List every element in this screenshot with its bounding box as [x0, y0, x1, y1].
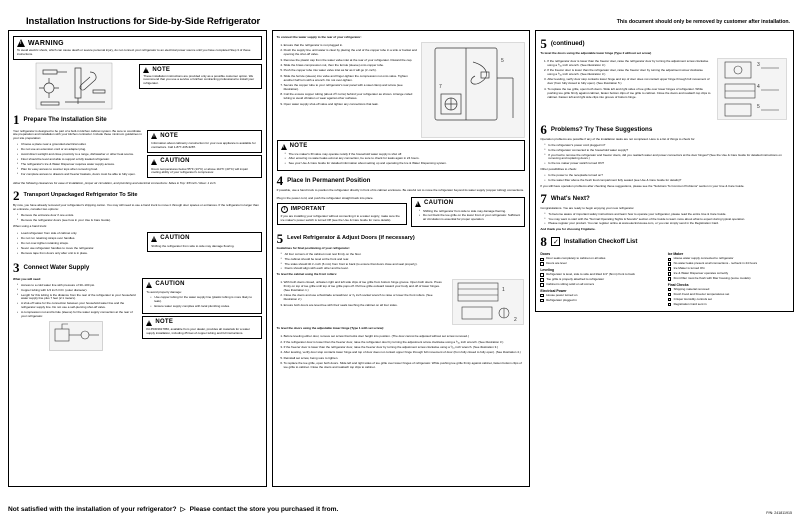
section-7-body	[540, 207, 789, 232]
list-item: 6. To replace the toe grille, open both doors. Slide left and right sides of toe grille over lower hinges of refrigerator. While pushing toe grille firmly against cabinet, fasten bottom clips of toe grille to cabinet. Close the doors and reattach top clips to cabinet.	[284, 362, 526, 370]
section-5-doors-title: To level the doors using the adjustable lower hinge (Type 1 with set screw):	[276, 326, 384, 331]
note-icon	[143, 67, 149, 73]
caution-water-body: To avoid property damage:	[146, 289, 182, 294]
section-5-header	[277, 232, 526, 245]
checkbox[interactable]	[540, 278, 543, 281]
section-7-thanks: And thank you for choosing Frigidaire.	[540, 227, 596, 232]
column-1	[8, 30, 267, 487]
svg-text:3: 3	[756, 61, 760, 68]
list-item[interactable]	[540, 299, 661, 303]
checkoff-label: Registration Card sent in	[673, 301, 707, 306]
section-6-title: Problems? Try These Suggestions	[550, 125, 653, 133]
checkoff-label: Ice Maker is turned ON.	[673, 266, 706, 271]
list-item[interactable]	[668, 277, 789, 281]
section-4-text-2: Plug in the power cord, and push the refrigerator straight back into place.	[276, 195, 374, 200]
checklist-icon: ✓	[551, 237, 560, 246]
note-tools-box	[139, 64, 261, 89]
note-tools-body: These installation instructions are provided only as a possible customer option. We recommend that you use a service or kitchen contracting professional to install your refrigerator.	[143, 73, 255, 85]
section-8-number: 8	[540, 234, 547, 250]
list-item: 3. Remove the plastic cap from the water valve inlet at the rear of your refrigerator. Discard the cap.	[284, 59, 417, 63]
tools-row	[13, 62, 262, 110]
list-item: 2. If the refrigerator door is lower than the freezer door, raise the refrigerator door by turning the adjustment screw clockwise using a ⁵⁄₁₆ inch wrench. (See illustration 3.)	[284, 341, 526, 345]
checkbox[interactable]	[668, 293, 671, 296]
list-item: • Shifting the refrigerator from side to side may damage flooring.	[419, 210, 521, 214]
section-7-number: 7	[540, 190, 547, 206]
page-title: Installation Instructions for Side-by-Side Refrigerator	[26, 16, 261, 27]
section-6-bullets	[540, 144, 789, 166]
water-valve-illustration	[13, 321, 138, 351]
list-item: • Plan for easy access to counter tops when removing food.	[17, 168, 143, 172]
important-box	[277, 203, 407, 226]
checkbox[interactable]	[668, 272, 671, 275]
list-item: • Ensure water supply complies with local plumbing codes.	[150, 305, 257, 309]
caution-temp-box	[147, 155, 261, 178]
checkoff-group-heading: Electrical Power	[540, 288, 567, 293]
list-item: 1. If the refrigerator door is lower than the freezer door, raise the refrigerator door by turning the adjustment screw clockwise using a ⁵⁄₁₆ inch wrench. (See illustration 3.)	[547, 60, 710, 68]
list-item: • Remove the refrigerator doors (see how in your Use & Care Guide).	[17, 219, 262, 223]
section-7-title: What's Next?	[550, 194, 590, 202]
list-item: 5. Push the copper tube into water valve inlet as far as it will go (¼ inch).	[284, 69, 417, 73]
checkoff-label: Cabinet is sitting solid on all corners	[546, 281, 595, 286]
checkoff-label: Front filter must be flush with filter housing (some models)	[673, 276, 751, 280]
note-icon	[281, 144, 287, 150]
section-6-number: 6	[540, 121, 547, 137]
checkoff-label: House water supply connected to refrigerator	[673, 256, 734, 261]
checkbox[interactable]	[668, 303, 671, 306]
checkoff-label: Shipping material removed	[673, 286, 710, 291]
hinge-illustration	[714, 58, 789, 120]
checkoff-label: Refrigerator plugged in	[546, 297, 577, 302]
checkoff-label: Crisper Humidity controls set	[673, 296, 712, 301]
list-item: 3. Ensure both doors are level-free with their seals touching the cabinet on all four sides.	[284, 304, 447, 308]
list-item: • The sides should tilt ¼ inch (6 mm) from front to back (to ensure that doors close and seal properly).	[281, 263, 526, 267]
section-1-header	[13, 113, 262, 126]
list-item[interactable]	[668, 293, 789, 297]
list-item: 2. Flush the supply line until water is clear by placing the end of the copper tube in a sink or bucket and opening the shut-off valve.	[284, 49, 417, 57]
checkoff-label: Toe grille is properly attached to refrigerator	[546, 276, 605, 281]
checkbox[interactable]	[540, 258, 543, 261]
section-5-steps-2	[277, 335, 526, 370]
list-item: 5. Reinstall set screw, being sure to tighten.	[284, 357, 526, 361]
section-6-bullets-2	[540, 174, 789, 183]
section-7-bullets	[540, 213, 789, 227]
svg-text:2: 2	[514, 317, 517, 324]
list-item: • The refrigerator's Ice & Water Dispenser requires water supply access.	[17, 163, 143, 167]
note-fill-box	[277, 140, 526, 171]
list-item: • Use copper tubing for the water supply line (plastic tubing is more likely to leak).	[150, 296, 257, 304]
section-6-other-title: Other possibilities to check:	[540, 167, 577, 172]
caution-water-box	[142, 278, 261, 314]
caution-water-title: CAUTION	[155, 280, 185, 287]
list-item: • Is the refrigerator's power cord plugged in?	[544, 144, 789, 148]
section-5-number: 5	[276, 230, 284, 246]
list-item[interactable]	[668, 298, 789, 302]
note-info-title: NOTE	[160, 132, 179, 139]
checkoff-label: Doors are level	[546, 261, 567, 266]
arrow-icon: ▷	[180, 506, 186, 513]
section-5-title: Level Refrigerator & Adjust Doors (if necessary)	[287, 235, 415, 242]
section-2-title: Transport Unpackaged Refrigerator To Site	[23, 192, 138, 199]
caution-icon	[151, 236, 157, 242]
checkoff-label: No water leaks present at all connections - recheck in 24 hours	[673, 261, 758, 266]
section-6-intro: Operation problems are possible if any of the installation tasks are not completed. Here is a list of things to check for:	[540, 136, 696, 141]
footer-answer: Please contact the store you purchased it from.	[189, 505, 339, 513]
checkbox[interactable]	[540, 294, 543, 297]
section-4-text-1: If possible, use a hand truck to position the refrigerator directly in front of its cabinet enclosure. Be careful not to move the refrigerator beyond its water supply (copper tubing) connections.	[276, 187, 524, 192]
list-item: • Do not over-tighten retaining straps.	[17, 242, 143, 246]
section-3-title: Connect Water Supply	[23, 263, 90, 271]
section-4-body	[277, 189, 526, 229]
section-5-level-title: To level the cabinet using the front rollers:	[276, 272, 338, 277]
list-item: • Floor should be level and able to support a fully loaded refrigerator.	[17, 158, 143, 162]
checkoff-list	[540, 250, 789, 307]
list-item: • After ensuring no water leaks exist at any connection, be sure to check for leaks again in 24 hours.	[285, 157, 522, 161]
caution-temp-title: CAUTION	[160, 157, 190, 164]
section-5-body	[277, 247, 526, 372]
section-5-steps	[277, 281, 447, 307]
list-item: • All four corners of the cabinet must rest firmly on the floor.	[281, 253, 526, 257]
column-3	[535, 30, 794, 487]
list-item: • Remove the entrance door if one exists.	[17, 214, 262, 218]
svg-text:5: 5	[756, 103, 760, 110]
section-3-need-title: What you will need:	[13, 276, 42, 281]
important-title: IMPORTANT	[290, 205, 326, 212]
note-kit-box	[142, 316, 261, 339]
section-5b-doors-title: To level the doors using the adjustable lower hinge (Type 2 without set screw)	[540, 51, 652, 55]
list-item: 1. With both doors closed, unfasten right and left side clips of toe grille from bottom hinge groove. Open both doors. Press firmly on top of toe grille until top of toe grille pops off. Pull toe grille outward toward your body and off of lower hinges. (See illustration 1.)	[284, 281, 447, 293]
note-info-box	[147, 130, 261, 153]
section-1-number: 1	[13, 111, 20, 127]
note-kit-body: Kit #5303917950, available from your dealer, provides all materials for a water supply installation, including 25 feet of copper tubing and full instructions.	[146, 327, 250, 336]
note-icon	[151, 133, 157, 139]
checkoff-label: Fresh Food and Freezer temperatures set	[673, 291, 730, 296]
section-5-bullets	[277, 253, 526, 272]
list-item: • Do not run retaining straps over handles.	[17, 237, 143, 241]
list-item: • Is the ice maker power switch turned ON?	[544, 162, 789, 166]
water-supply-title: To connect the water supply to the rear of your refrigerator:	[276, 35, 362, 39]
section-1-title: Prepare The Installation Site	[23, 115, 107, 123]
list-item: • Please register your product. You can register online at www.electroluxusa.com, or you can simply send in the Registration Card.	[544, 222, 789, 226]
list-item: • Remove tape from doors only after unit is in place.	[17, 252, 143, 256]
caution-transport-body: Shifting the refrigerator from side to side may damage flooring.	[151, 244, 235, 249]
section-6-closing: If you still have operation problems after checking these suggestions, please see the "Solutions To Common Problems" section in your Use & Care Guide.	[540, 183, 745, 188]
panel-col1	[8, 30, 267, 487]
list-item: • A shut-off valve for the connection between your household water line and the refrigerator supply line. Do not use a self-piercing shut-off valve.	[17, 302, 138, 310]
checkbox[interactable]	[668, 277, 671, 280]
note-kit-title: NOTE	[155, 318, 174, 325]
warning-box	[13, 36, 262, 60]
list-item: 2. If the freezer door is lower than the refrigerator door, raise the freezer door by turning the adjustment screw clockwise using a ⁵⁄₁₆ inch wrench. (See illustration 3.)	[547, 69, 710, 77]
svg-text:5: 5	[501, 57, 504, 64]
list-item: 1. Before leveling either door, remove set screw that locks door height into position. (The door cannot be adjusted without set screw removed.)	[284, 335, 526, 339]
list-item[interactable]	[540, 262, 661, 266]
checkbox[interactable]	[540, 273, 543, 276]
note-icon	[146, 320, 152, 326]
checkoff-label: House power turned on	[546, 292, 578, 297]
toe-grille-illustration	[451, 279, 526, 325]
list-item: 2. Close the doors and use a flat-blade screwdriver or ³⁄₈ inch socket wrench to raise or lower the front rollers. (See illustration 2.)	[284, 294, 447, 302]
tools-illustration	[13, 62, 135, 110]
section-7-header	[540, 192, 789, 205]
caution-icon	[146, 282, 152, 288]
panel-col3-top	[535, 30, 794, 312]
list-item: • For complete access to drawers and freezer baskets, doors must be able to fully open.	[17, 173, 143, 177]
list-item: • To become aware of important safety instructions and learn how to operate your refrigerator, please read the entire Use & Care Guide.	[544, 213, 789, 217]
list-item[interactable]	[668, 288, 789, 292]
list-item: 4. To replace the toe grille, open both doors. Slide left and right sides of toe grille over lower hinges of refrigerator. While pushing toe grille firmly against cabinet, fasten bottom clips of toe grille to cabinet. Close the doors and reattach top clips to cabinet. Fasten left and right side clips into groove of bottom hinge.	[547, 88, 710, 100]
list-item: • Load refrigerator from side of cabinet only.	[17, 232, 143, 236]
section-1-clearances: Allow the following clearances for ease of installation, proper air circulation, and plumbing and electrical connections: Sides & Top: 3/8 inch / Rear: 1 inch	[13, 181, 216, 186]
checkbox[interactable]	[540, 262, 543, 265]
section-3-header	[13, 261, 262, 274]
list-item: • Doors should align with each other and be level.	[281, 267, 526, 271]
list-item: • Is the water filter above the fresh food compartment fully seated (see Use & Care Guide for details)?	[544, 179, 789, 183]
section-8-title: Installation Checkoff List	[563, 238, 638, 246]
caution-transport-title: CAUTION	[160, 235, 190, 242]
section-1-body	[13, 128, 262, 186]
footer-question: Not satisfied with the installation of your refrigerator?	[8, 505, 177, 513]
list-item[interactable]	[540, 294, 661, 298]
footer	[8, 505, 794, 513]
list-item: 1. Ensure that the refrigerator is not plugged in.	[284, 44, 417, 48]
section-5b-number: 5	[540, 36, 547, 51]
list-item: • Avoid direct sunlight and close proximity to a range, dishwasher or other heat source.	[17, 153, 143, 157]
checkoff-group-heading: Final Checks	[667, 282, 689, 287]
list-item: 4. After leveling, verify door stop contacts lower hinge and top of door does not contact upper hinge through full movement of door (from fully closed to fully open). (See illustration 4.)	[284, 351, 526, 355]
section-7-congrats: Congratulations. You are ready to begin enjoying your new refrigerator.	[540, 205, 635, 210]
water-supply-steps	[277, 44, 417, 107]
section-4-header	[277, 174, 526, 187]
rear-connection-illustration	[421, 42, 525, 138]
list-item: • Is the power to the receptacle turned on?	[544, 174, 789, 178]
checkbox[interactable]	[668, 262, 671, 265]
caution-shim-title: CAUTION	[423, 199, 454, 206]
list-item: • See your Use & Care Guide for detailed information about setting up and operating the Ice & Water Dispensing system.	[285, 162, 522, 166]
section-3-bullets	[13, 284, 138, 319]
list-item: 9. Open water supply shut-off valve and tighten any connections that leak.	[284, 103, 417, 107]
list-item: 7. Secure the copper tube to your refrigerator's rear panel with a steel clamp and screw (see illustration).	[284, 84, 417, 92]
section-5b-body	[540, 52, 789, 120]
section-5b-steps	[540, 60, 710, 100]
list-item: • Access to a cold water line with pressure of 30–100 psi.	[17, 284, 138, 288]
section-2-bullets	[13, 214, 262, 223]
checkbox[interactable]	[668, 267, 671, 270]
section-2-number: 2	[13, 187, 20, 203]
list-item: • Is the refrigerator connected to the household water supply?	[544, 149, 789, 153]
list-item: 4. Slide the brass compression nut, then the ferrule (sleeve) onto copper tube.	[284, 64, 417, 68]
checkoff-group-heading: Leveling	[540, 267, 555, 272]
list-item: • Never use refrigerator handles to move the refrigerator.	[17, 247, 143, 251]
caution-icon	[151, 159, 157, 165]
section-5-guidelines-title: Guidelines for final positioning of your refrigerator:	[276, 245, 350, 250]
svg-text:1: 1	[502, 287, 505, 294]
warning-body: To avoid electric shock, which can cause death or severe personal injury, do not connect your refrigerator to an electrical power source until you have completed Step 3 of these instructions.	[17, 48, 251, 56]
caution-icon	[415, 201, 421, 207]
section-2-handtruck-note: When using a hand truck:	[13, 223, 48, 228]
checkoff-group-heading: Doors	[540, 252, 551, 257]
section-2-body	[13, 204, 262, 258]
caution-shim-box	[411, 197, 525, 227]
column-2	[272, 30, 531, 487]
list-item: • Copper tubing with 1/4 inch O.D. (outer diameter).	[17, 289, 138, 293]
section-8-header	[540, 235, 789, 248]
section-4-title: Place In Permanent Position	[287, 176, 371, 184]
removal-note: This document should only be removed by customer after installation.	[616, 19, 790, 25]
checkoff-col-right	[668, 250, 789, 307]
list-item: • Choose a place near a grounded electrical outlet.	[17, 143, 143, 147]
list-item: 8. Coil the excess copper tubing (about 2½ turns) behind your refrigerator as shown. Arrange coiled tubing to avoid vibration or wear against other surfaces.	[284, 93, 417, 101]
list-item: • If you had to remove the refrigerator and freezer doors, did you reattach water and power connectors at the door hinges? (See the Use & Care Guide for detailed instructions on removing and replacing doors.)	[544, 154, 789, 162]
checkbox[interactable]	[668, 258, 671, 261]
important-icon: !	[281, 206, 288, 213]
list-item[interactable]	[540, 283, 661, 287]
list-item[interactable]	[668, 303, 789, 307]
section-3-body	[13, 276, 262, 351]
important-body: If you are installing your refrigerator without connecting it to a water supply, make sure the ice maker's power switch is turned Off (see the Use & Care Guide for more details).	[280, 213, 400, 222]
svg-text:7: 7	[439, 83, 442, 90]
section-5b-title: (continued)	[550, 40, 585, 47]
note-fill-title: NOTE	[289, 142, 308, 149]
checkoff-col-left	[540, 250, 661, 307]
checkoff-label: Ice & Water Dispenser operates correctly	[673, 271, 729, 276]
checkoff-group-heading: Ice Maker	[667, 252, 684, 257]
checkbox[interactable]	[540, 299, 543, 302]
section-2-bullets-2	[13, 232, 143, 255]
list-item: • Do not use an extension cord or an adapter plug.	[17, 148, 143, 152]
section-2-header	[13, 189, 262, 202]
warning-title: WARNING	[28, 39, 64, 47]
list-item: • You may want to start with the "Normal Operating Sights & Sounds" section of the Guide to learn more about what to expect during typical operation.	[544, 218, 789, 222]
section-1-bullets	[13, 143, 143, 176]
section-1-intro: Your refrigerator is designed to be part of a built-in kitchen cabinet system. Be sure to coordinate site preparation and installation with your kitchen contractor. Include these minimum guidelines in your site preparation:	[13, 128, 142, 141]
list-item: 6. Slide the ferrule (sleeve) into valve and finger-tighten the compression nut onto valve. Tighten another half turn with a wrench. Do not over-tighten.	[284, 75, 417, 83]
note-info-body: Information about cabinetry construction for your new appliance is available for contractors. Call 1-877-435-3287.	[151, 141, 256, 150]
list-item: 3. After leveling, verify door stop contacts lower hinge and top of door does not contact upper hinge through full movement of door (from fully closed to fully open). (See illustration 5.)	[547, 78, 710, 86]
caution-transport-box	[147, 232, 261, 252]
section-4-number: 4	[276, 172, 284, 188]
list-item: 3. If the freezer door is lower than the refrigerator door, raise the freezer door by turning the adjustment screw clockwise using a ⁵⁄₁₆ inch wrench. (See illustration 3.)	[284, 346, 526, 350]
checkoff-label: Refrigerator is level, side to side and tilted 1/4" (6mm) front to back	[546, 271, 635, 276]
checkoff-label: Door seals completely to cabinet on all sides	[546, 256, 606, 261]
list-item: • Length for this tubing is the distance from the rear of the refrigerator to your household water supply line plus 7 feet (2.1 meters).	[17, 294, 138, 302]
svg-text:4: 4	[756, 83, 760, 90]
section-5b-header	[540, 37, 789, 50]
list-item: • The cabinet should be level at the front and rear.	[281, 258, 526, 262]
warning-icon	[17, 39, 25, 47]
note-tools-title: NOTE	[152, 66, 171, 73]
section-3-number: 3	[13, 259, 20, 275]
section-6-body	[540, 138, 789, 189]
checkbox[interactable]	[668, 288, 671, 291]
part-number: P/N: 241811915	[766, 511, 792, 515]
caution-temp-body: Room temperatures below 55°F (13°C) or above 110°F (43°C) will impair cooling ability of your refrigerator's compressor.	[151, 166, 248, 175]
panel-col2	[272, 30, 531, 487]
section-6-header	[540, 123, 789, 136]
list-item: • The ice maker's fill valve may operate noisily if the household water supply is shut off.	[285, 153, 522, 157]
checkbox[interactable]	[540, 283, 543, 286]
content-columns	[8, 30, 794, 487]
checkbox[interactable]	[668, 298, 671, 301]
list-item: • Do not block the toe grille on the lower front of your refrigerator. Sufficient air circulation is essential for proper operation.	[419, 214, 521, 222]
list-item: • A compression nut and ferrule (sleeve) for the water supply connection at the rear of your refrigerator.	[17, 311, 138, 319]
section-2-intro: By now, you have already removed your refrigerator's shipping carton. You may still need to use a hand truck to move it through door spaces or entrances. If the refrigerator is larger than an entrance, consider two options:	[13, 202, 259, 211]
